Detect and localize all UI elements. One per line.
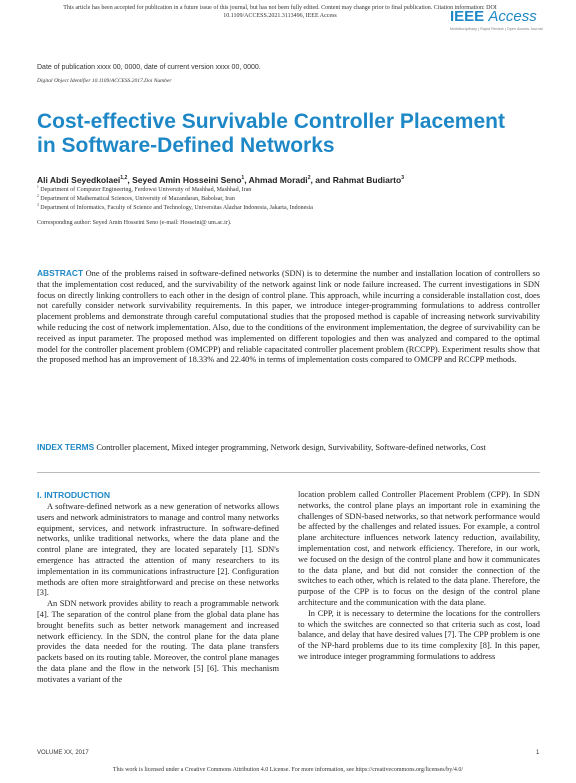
ieee-access-logo [450,8,562,32]
license-notice: This work is licensed under a Creative Commons Attribution 4.0 License. For more information, see https://creativecommons.org/licenses/by/4.0/ [112,767,464,773]
author-1: Ali Abdi Seyedkolaei [37,175,121,185]
author-2: , Seyed Amin Hosseini Seno [127,175,242,185]
section-divider [37,472,540,473]
abstract-label: ABSTRACT [37,268,84,278]
intro-paragraph-1: A software-defined network as a new generation of networks allows users and network administrators to manage and control many networks equipment, services, and network infrastructure. In software-defined networks, unlike traditional networks, where the data plane and the control plane are integrated, they are located separately [1]. SDN's emergence has attracted the attention of many researchers to its implementation in its communications infrastructure [2]. Configuration methods are often more straightforward and precise on these networks [3]. [37,502,279,598]
affiliation-1: $^1$ Department of Computer Engineering, Ferdowsi University of Mashhad, Mashhad, Iran [37,185,252,193]
author-1-affil: 1,2 [120,175,128,182]
intro-paragraph-4: In CPP, it is necessary to determine the locations for the controllers to which the switches are connected so that criteria such as cost, load balance, and delay that have desired values [7]. The CPP problem is one of the NP-hard problems due to its time complexity [8]. In this paper, we introduce integer programming formulations to address [298,608,540,661]
index-terms-label: INDEX TERMS [37,442,95,452]
affiliation-2: $^2$ Department of Mathematical Sciences, University of Mazandaran, Babolsar, Iran [37,194,235,202]
notice-line-2: 10.1109/ACCESS.2021.3113496, IEEE Access [223,13,337,19]
index-terms-text: Controller placement, Mixed integer programming, Network design, Survivability, Software-defined networks, Cost [96,443,486,452]
author-3-affil: 2 [307,175,311,182]
title-line-2: in Software-Defined Networks [37,134,335,157]
body-left-column [37,502,279,686]
section-heading: I. INTRODUCTION [37,490,111,500]
title-line-1: Cost-effective Survivable Controller Placement [37,110,505,133]
notice-line-1: This article has been accepted for publication in a future issue of this journal, but has not been fully edited. Content may change prior to final publication. Citation information: DOI [63,5,497,11]
author-list [37,175,404,185]
intro-paragraph-2: An SDN network provides ability to reach a programmable network [4]. The separation of the control plane from the global data plane has brought benefits such as better network management and increased network efficiency. In the SDN, the control plane for the data plane provides the data needed for the routing. The data plane transfers packets based on its routing table. Moreover, the control plane manages the data plane and the flow in the network [5] [6]. This mechanism motivates a variant of the [37,599,279,684]
abstract-text: One of the problems raised in software-defined networks (SDN) is to determine the number and installation location of controllers so that the implementation cost reduced, and the survivability of the network against link or node failure increased. The current investigations in SDN focus on directly linking controllers to each other in the design of control plane. This approach, while incurring a considerable installation cost, does not carefully consider network survivability requirements. In this paper, we introduce integer-programming formulations to address controller placement problems and demonstrate through careful computational studies that the proposed method is capable of increasing network survivability while reducing the cost of network implementation. Also, due to the conditions of the environment implementation, the degree of survivability can be received as input parameter. The proposed method was implemented on different topologies and then was analyzed and compared to the optimal model for the controller placement problem (OMCPP) and reliable capacitated controller placement problem (RCCPP). Experiment results show that the proposed method has an improvement of 18.33% and 22.40% in terms of implementation costs compared to OMCPP and RCCPP methods. [37,269,540,365]
abstract [37,268,540,366]
author-4-affil: 3 [401,175,405,182]
author-2-affil: 1 [241,175,245,182]
index-terms [37,442,540,454]
logo-word: Access [488,8,537,25]
corresponding-author: Corresponding author: Seyed Amin Hosseini Seno (e-mail: Hosseini@ um.ac.ir). [37,220,232,226]
volume-footer: VOLUME XX, 2017 [37,750,89,756]
page-number: 1 [536,750,540,756]
publication-date: Date of publication xxxx 00, 0000, date of current version xxxx 00, 0000. [37,64,261,71]
logo-brand: IEEE [450,8,485,25]
doi-line: Digital Object Identifier 10.1109/ACCESS.2017.Doi Number [37,78,172,84]
intro-paragraph-3: location problem called Controller Placement Problem (CPP). In SDN networks, the control plane plays an important role in examining the challenges of SDN-based networks, so that network performance would be affected by the challenges and related issues. For example, a control plane architecture influences network latency reduction, availability, implementation cost, and network efficiency. Therefore, in our work, we focused on the design of the control plane and how it communicates to the data plane, and but did not consider the connection of the switches to each other, which is related to the data plane. Therefore, the purpose of the CPP is to focus on the design of the control plane architecture and the communication with the data plane. [298,490,540,607]
author-3: , Ahmad Moradi [244,175,308,185]
paper-title [37,110,537,158]
affiliation-3: $^3$ Department of Informatics, Faculty of Science and Technology, Universitas Alazhar Indonesia, Jakarta, Indonesia [37,203,313,211]
author-4: , and Rahmat Budiarto [310,175,402,185]
logo-tagline: Multidisciplinary | Rapid Review | Open Access Journal [450,27,543,31]
body-right-column [298,490,540,663]
